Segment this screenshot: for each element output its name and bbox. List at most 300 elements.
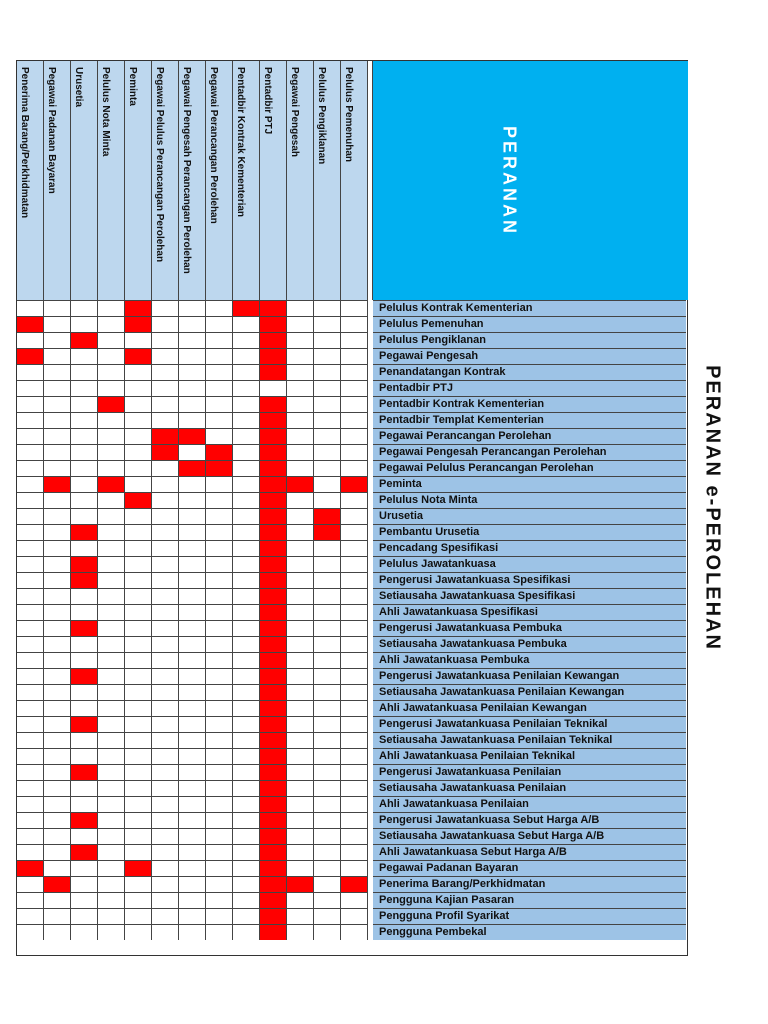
empty-cell [233, 812, 260, 828]
empty-cell [206, 300, 233, 316]
empty-cell [44, 412, 71, 428]
empty-cell [206, 620, 233, 636]
role-mark-cell [314, 524, 341, 540]
empty-cell [152, 812, 179, 828]
role-mark-cell [314, 508, 341, 524]
empty-cell [125, 876, 152, 892]
empty-cell [71, 428, 98, 444]
empty-cell [179, 380, 206, 396]
empty-cell [233, 348, 260, 364]
role-mark-cell [260, 828, 287, 844]
role-row-label: Setiausaha Jawatankuasa Sebut Harga A/B [373, 828, 686, 844]
empty-cell [152, 796, 179, 812]
column-header-label: Pentadbir Kontrak Kementerian [235, 67, 246, 218]
empty-cell [44, 908, 71, 924]
empty-cell [206, 796, 233, 812]
empty-cell [71, 412, 98, 428]
role-mark-cell [260, 332, 287, 348]
role-mark-cell [179, 428, 206, 444]
empty-cell [341, 300, 368, 316]
empty-cell [341, 524, 368, 540]
empty-cell [152, 556, 179, 572]
empty-cell [314, 620, 341, 636]
empty-cell [152, 492, 179, 508]
empty-cell [287, 700, 314, 716]
empty-cell [125, 620, 152, 636]
empty-cell [125, 636, 152, 652]
empty-cell [233, 876, 260, 892]
role-mark-cell [260, 892, 287, 908]
role-mark-cell [260, 684, 287, 700]
role-row-label: Pelulus Nota Minta [373, 492, 686, 508]
role-mark-cell [260, 908, 287, 924]
role-mark-cell [98, 396, 125, 412]
role-mark-cell [260, 812, 287, 828]
empty-cell [44, 572, 71, 588]
empty-cell [125, 332, 152, 348]
empty-cell [71, 780, 98, 796]
empty-cell [98, 300, 125, 316]
empty-cell [71, 684, 98, 700]
empty-cell [287, 732, 314, 748]
empty-cell [152, 780, 179, 796]
empty-cell [17, 716, 44, 732]
empty-cell [152, 524, 179, 540]
empty-cell [341, 860, 368, 876]
empty-cell [314, 412, 341, 428]
empty-cell [287, 892, 314, 908]
empty-cell [98, 684, 125, 700]
empty-cell [233, 492, 260, 508]
empty-cell [233, 764, 260, 780]
role-mark-cell [260, 492, 287, 508]
empty-cell [98, 412, 125, 428]
empty-cell [314, 732, 341, 748]
role-row-label: Pelulus Jawatankuasa [373, 556, 686, 572]
empty-cell [341, 316, 368, 332]
empty-cell [152, 668, 179, 684]
empty-cell [71, 476, 98, 492]
empty-cell [44, 780, 71, 796]
empty-cell [341, 668, 368, 684]
empty-cell [98, 572, 125, 588]
empty-cell [98, 716, 125, 732]
empty-cell [206, 364, 233, 380]
empty-cell [98, 428, 125, 444]
empty-cell [44, 796, 71, 812]
empty-cell [98, 444, 125, 460]
empty-cell [287, 428, 314, 444]
empty-cell [287, 348, 314, 364]
role-row-label: Pelulus Pengiklanan [373, 332, 686, 348]
role-row-label: Pengerusi Jawatankuasa Penilaian Kewangan [373, 668, 686, 684]
empty-cell [179, 332, 206, 348]
empty-cell [206, 332, 233, 348]
role-mark-cell [260, 716, 287, 732]
empty-cell [152, 652, 179, 668]
role-row-label: Pembantu Urusetia [373, 524, 686, 540]
empty-cell [206, 732, 233, 748]
role-mark-cell [260, 780, 287, 796]
empty-cell [179, 572, 206, 588]
empty-cell [314, 892, 341, 908]
empty-cell [341, 828, 368, 844]
empty-cell [71, 540, 98, 556]
empty-cell [341, 556, 368, 572]
empty-cell [233, 396, 260, 412]
empty-cell [233, 748, 260, 764]
header-title: PERANAN [499, 125, 520, 237]
empty-cell [98, 460, 125, 476]
empty-cell [287, 780, 314, 796]
empty-cell [98, 524, 125, 540]
empty-cell [341, 844, 368, 860]
empty-cell [152, 476, 179, 492]
empty-cell [233, 332, 260, 348]
empty-cell [233, 924, 260, 940]
empty-cell [98, 316, 125, 332]
role-mark-cell [260, 348, 287, 364]
empty-cell [314, 476, 341, 492]
empty-cell [179, 860, 206, 876]
empty-cell [17, 428, 44, 444]
empty-cell [17, 668, 44, 684]
role-row-label: Pelulus Kontrak Kementerian [373, 300, 686, 316]
empty-cell [314, 460, 341, 476]
empty-cell [314, 876, 341, 892]
empty-cell [125, 684, 152, 700]
empty-cell [206, 876, 233, 892]
role-mark-cell [287, 876, 314, 892]
empty-cell [179, 780, 206, 796]
role-row-label: Pencadang Spesifikasi [373, 540, 686, 556]
empty-cell [44, 540, 71, 556]
column-header [287, 61, 314, 300]
empty-cell [341, 396, 368, 412]
empty-cell [152, 604, 179, 620]
column-header [44, 61, 71, 300]
empty-cell [206, 380, 233, 396]
empty-cell [314, 668, 341, 684]
role-mark-cell [125, 316, 152, 332]
empty-cell [44, 332, 71, 348]
empty-cell [287, 796, 314, 812]
empty-cell [206, 572, 233, 588]
empty-cell [314, 444, 341, 460]
column-header-label: Pentadbir PTJ [262, 67, 273, 135]
empty-cell [179, 748, 206, 764]
empty-cell [206, 812, 233, 828]
empty-cell [179, 476, 206, 492]
role-mark-cell [71, 572, 98, 588]
empty-cell [206, 860, 233, 876]
empty-cell [44, 396, 71, 412]
empty-cell [17, 332, 44, 348]
empty-cell [179, 508, 206, 524]
empty-cell [233, 316, 260, 332]
role-row-label: Ahli Jawatankuasa Sebut Harga A/B [373, 844, 686, 860]
empty-cell [179, 908, 206, 924]
empty-cell [314, 684, 341, 700]
empty-cell [206, 508, 233, 524]
role-mark-cell [260, 364, 287, 380]
column-header-label: Pelulus Pengiklanan [316, 67, 327, 165]
role-matrix-table [16, 60, 688, 956]
empty-cell [314, 364, 341, 380]
empty-cell [314, 780, 341, 796]
empty-cell [206, 412, 233, 428]
empty-cell [44, 380, 71, 396]
empty-cell [179, 700, 206, 716]
empty-cell [287, 748, 314, 764]
empty-cell [152, 364, 179, 380]
role-mark-cell [152, 428, 179, 444]
empty-cell [125, 428, 152, 444]
empty-cell [17, 828, 44, 844]
empty-cell [44, 492, 71, 508]
empty-cell [179, 604, 206, 620]
empty-cell [44, 444, 71, 460]
empty-cell [71, 348, 98, 364]
empty-cell [287, 380, 314, 396]
empty-cell [179, 620, 206, 636]
empty-cell [125, 924, 152, 940]
empty-cell [71, 796, 98, 812]
role-mark-cell [260, 412, 287, 428]
empty-cell [233, 412, 260, 428]
empty-cell [71, 700, 98, 716]
empty-cell [206, 588, 233, 604]
empty-cell [17, 684, 44, 700]
empty-cell [341, 636, 368, 652]
empty-cell [125, 412, 152, 428]
empty-cell [17, 908, 44, 924]
role-mark-cell [260, 604, 287, 620]
empty-cell [233, 732, 260, 748]
empty-cell [341, 780, 368, 796]
role-mark-cell [260, 700, 287, 716]
empty-cell [152, 908, 179, 924]
empty-cell [125, 652, 152, 668]
empty-cell [233, 908, 260, 924]
empty-cell [287, 396, 314, 412]
empty-cell [17, 540, 44, 556]
role-row-label: Pengerusi Jawatankuasa Spesifikasi [373, 572, 686, 588]
column-header-label: Pegawai Padanan Bayaran [46, 67, 57, 194]
empty-cell [125, 780, 152, 796]
role-mark-cell [260, 428, 287, 444]
empty-cell [152, 332, 179, 348]
empty-cell [125, 668, 152, 684]
empty-cell [206, 396, 233, 412]
empty-cell [44, 844, 71, 860]
empty-cell [341, 908, 368, 924]
empty-cell [17, 620, 44, 636]
empty-cell [233, 508, 260, 524]
empty-cell [71, 924, 98, 940]
empty-cell [287, 652, 314, 668]
empty-cell [314, 300, 341, 316]
empty-cell [233, 380, 260, 396]
column-header [98, 61, 125, 300]
empty-cell [71, 876, 98, 892]
empty-cell [206, 700, 233, 716]
empty-cell [98, 732, 125, 748]
empty-cell [314, 764, 341, 780]
empty-cell [314, 812, 341, 828]
empty-cell [287, 460, 314, 476]
empty-cell [206, 908, 233, 924]
empty-cell [179, 588, 206, 604]
empty-cell [287, 716, 314, 732]
empty-cell [152, 540, 179, 556]
role-row-label: Pengerusi Jawatankuasa Pembuka [373, 620, 686, 636]
empty-cell [44, 652, 71, 668]
role-row-label: Pegawai Perancangan Perolehan [373, 428, 686, 444]
empty-cell [152, 396, 179, 412]
role-mark-cell [260, 300, 287, 316]
empty-cell [17, 876, 44, 892]
role-mark-cell [71, 812, 98, 828]
empty-cell [152, 412, 179, 428]
role-mark-cell [125, 300, 152, 316]
empty-cell [341, 380, 368, 396]
empty-cell [152, 508, 179, 524]
empty-cell [71, 444, 98, 460]
empty-cell [71, 604, 98, 620]
empty-cell [179, 812, 206, 828]
empty-cell [71, 396, 98, 412]
empty-cell [206, 652, 233, 668]
empty-cell [179, 396, 206, 412]
empty-cell [98, 668, 125, 684]
empty-cell [179, 316, 206, 332]
empty-cell [314, 380, 341, 396]
empty-cell [17, 380, 44, 396]
empty-cell [17, 492, 44, 508]
role-mark-cell [341, 876, 368, 892]
role-row-label: Pegawai Padanan Bayaran [373, 860, 686, 876]
empty-cell [152, 620, 179, 636]
empty-cell [17, 812, 44, 828]
empty-cell [179, 444, 206, 460]
empty-cell [233, 636, 260, 652]
empty-cell [152, 460, 179, 476]
empty-cell [17, 652, 44, 668]
empty-cell [314, 604, 341, 620]
role-row-label: Setiausaha Jawatankuasa Penilaian Kewangan [373, 684, 686, 700]
role-row-label: Pengguna Kajian Pasaran [373, 892, 686, 908]
empty-cell [98, 780, 125, 796]
column-header [152, 61, 179, 300]
role-row-label: Setiausaha Jawatankuasa Penilaian Teknikal [373, 732, 686, 748]
empty-cell [314, 924, 341, 940]
empty-cell [206, 668, 233, 684]
empty-cell [125, 476, 152, 492]
role-row-label: Setiausaha Jawatankuasa Spesifikasi [373, 588, 686, 604]
empty-cell [44, 348, 71, 364]
role-mark-cell [233, 300, 260, 316]
empty-cell [206, 316, 233, 332]
empty-cell [233, 604, 260, 620]
empty-cell [314, 860, 341, 876]
empty-cell [44, 460, 71, 476]
column-header-label: Pegawai Pengesah Perancangan Perolehan [181, 67, 192, 274]
empty-cell [44, 716, 71, 732]
empty-cell [98, 556, 125, 572]
role-mark-cell [17, 348, 44, 364]
empty-cell [314, 492, 341, 508]
empty-cell [152, 860, 179, 876]
empty-cell [179, 924, 206, 940]
empty-cell [206, 780, 233, 796]
empty-cell [179, 764, 206, 780]
role-mark-cell [17, 860, 44, 876]
role-mark-cell [44, 476, 71, 492]
empty-cell [233, 860, 260, 876]
empty-cell [179, 892, 206, 908]
empty-cell [44, 892, 71, 908]
empty-cell [287, 844, 314, 860]
empty-cell [287, 412, 314, 428]
header-cell [372, 61, 688, 300]
empty-cell [287, 636, 314, 652]
empty-cell [17, 844, 44, 860]
empty-cell [98, 828, 125, 844]
empty-cell [152, 300, 179, 316]
empty-cell [179, 364, 206, 380]
empty-cell [44, 428, 71, 444]
empty-cell [98, 924, 125, 940]
empty-cell [98, 540, 125, 556]
role-mark-cell [71, 668, 98, 684]
empty-cell [233, 556, 260, 572]
empty-cell [125, 396, 152, 412]
empty-cell [341, 572, 368, 588]
empty-cell [44, 556, 71, 572]
role-mark-cell [206, 460, 233, 476]
empty-cell [152, 844, 179, 860]
empty-cell [98, 908, 125, 924]
empty-cell [17, 444, 44, 460]
column-header-label: Urusetia [73, 67, 84, 108]
empty-cell [314, 796, 341, 812]
empty-cell [71, 588, 98, 604]
empty-cell [179, 796, 206, 812]
role-mark-cell [260, 924, 287, 940]
empty-cell [179, 540, 206, 556]
empty-cell [287, 540, 314, 556]
empty-cell [287, 860, 314, 876]
empty-cell [98, 348, 125, 364]
empty-cell [98, 700, 125, 716]
empty-cell [17, 508, 44, 524]
empty-cell [17, 300, 44, 316]
empty-cell [287, 812, 314, 828]
empty-cell [125, 572, 152, 588]
role-row-label: Pegawai Pengesah Perancangan Perolehan [373, 444, 686, 460]
role-mark-cell [71, 332, 98, 348]
empty-cell [125, 732, 152, 748]
empty-cell [287, 604, 314, 620]
role-mark-cell [71, 716, 98, 732]
empty-cell [233, 428, 260, 444]
empty-cell [206, 892, 233, 908]
empty-cell [44, 924, 71, 940]
empty-cell [17, 588, 44, 604]
empty-cell [71, 892, 98, 908]
role-mark-cell [98, 476, 125, 492]
